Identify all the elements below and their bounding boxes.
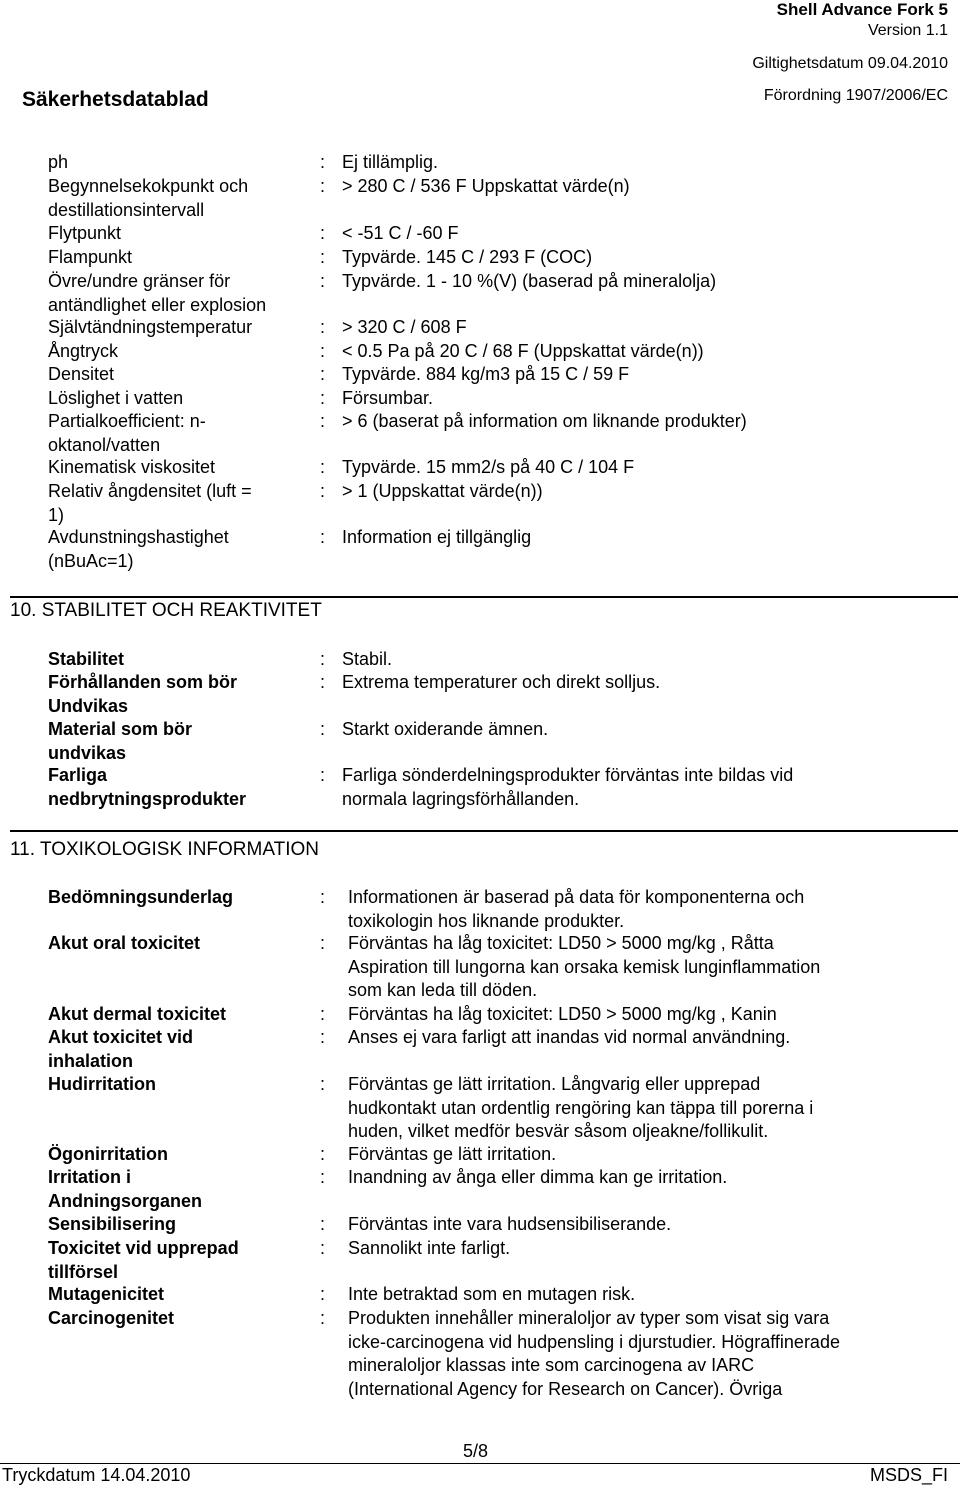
row-label — [48, 222, 121, 246]
label-line: destillationsintervall — [48, 199, 205, 220]
row-value — [342, 410, 747, 434]
row-label — [48, 671, 237, 718]
row-value — [342, 671, 660, 695]
row-label — [48, 1166, 202, 1213]
value-line: Förväntas ge lätt irritation. Långvarig eller upprepad — [348, 1074, 761, 1094]
separator: : — [320, 152, 326, 172]
separator: : — [320, 933, 326, 953]
separator: : — [320, 527, 326, 547]
row-label — [48, 387, 183, 411]
doc-title: Säkerhetsdatablad — [22, 88, 209, 111]
product-name: Shell Advance Fork 5 — [776, 0, 948, 19]
row-label — [48, 1213, 176, 1237]
value-line: huden, vilket medför besvär såsom oljeakne/follikulit. — [348, 1121, 769, 1141]
label-line: Avdunstningshastighet — [48, 527, 229, 547]
footer-rule — [0, 1463, 960, 1464]
value-line: Ej tillämplig. — [342, 152, 439, 172]
row-value — [342, 151, 438, 175]
row-value — [348, 932, 820, 1003]
label-line: Toxicitet vid upprepad — [48, 1238, 239, 1258]
value-line: > 280 C / 536 F Uppskattat värde(n) — [342, 176, 630, 196]
separator: : — [320, 1238, 326, 1258]
section-10-rule — [10, 596, 958, 598]
row-value — [342, 764, 793, 811]
row-label — [48, 340, 118, 364]
label-line: Självtändningstemperatur — [48, 317, 253, 337]
separator: : — [320, 649, 326, 669]
separator: : — [320, 481, 326, 501]
row-value — [342, 246, 592, 270]
label-line: Undvikas — [48, 695, 129, 716]
value-line: Inandning av ånga eller dimma kan ge irritation. — [348, 1167, 728, 1187]
row-label — [48, 175, 248, 222]
label-line: Begynnelsekokpunkt och — [48, 176, 249, 196]
row-value — [348, 1283, 635, 1307]
label-line: Relativ ångdensitet (luft = — [48, 481, 252, 501]
label-line: Löslighet i vatten — [48, 388, 184, 408]
document-code: MSDS_FI — [869, 1465, 948, 1485]
value-line: icke-carcinogena vid hudpensling i djurstudier. Högraffinerade — [348, 1331, 840, 1352]
section-11-title: 11. TOXIKOLOGISK INFORMATION — [10, 839, 319, 860]
row-value — [348, 1026, 790, 1050]
label-line: Farliga — [48, 765, 108, 785]
row-value — [348, 1166, 727, 1190]
label-line: Carcinogenitet — [48, 1308, 175, 1328]
row-value — [342, 222, 459, 246]
validity-date: Giltighetsdatum 09.04.2010 — [752, 55, 948, 72]
row-value — [342, 340, 704, 364]
row-label — [48, 1003, 226, 1027]
separator: : — [320, 457, 326, 477]
value-line: (International Agency for Research on Cancer). Övriga — [348, 1378, 783, 1399]
print-date: Tryckdatum 14.04.2010 — [2, 1465, 191, 1485]
row-value — [348, 1143, 556, 1167]
label-line: Flampunkt — [48, 247, 133, 267]
value-line: Försumbar. — [342, 388, 434, 408]
separator: : — [320, 341, 326, 361]
row-label — [48, 1307, 174, 1331]
row-label — [48, 932, 200, 956]
separator: : — [320, 271, 326, 291]
value-line: Förväntas ha låg toxicitet: LD50 > 5000 mg/kg , Kanin — [348, 1004, 777, 1024]
row-label — [48, 886, 233, 910]
value-line: < -51 C / -60 F — [342, 223, 459, 243]
separator: : — [320, 1284, 326, 1304]
separator: : — [320, 1004, 326, 1024]
value-line: hudkontakt utan ordentlig rengöring kan täppa till porerna i — [348, 1097, 814, 1118]
row-value — [342, 270, 716, 294]
value-line: Stabil. — [342, 649, 393, 669]
row-value — [348, 1003, 777, 1027]
row-label — [48, 1073, 156, 1097]
separator: : — [320, 1074, 326, 1094]
label-line: Partialkoefficient: n- — [48, 411, 206, 431]
separator: : — [320, 1167, 326, 1187]
value-line: normala lagringsförhållanden. — [342, 788, 580, 809]
regulation-label: Förordning 1907/2006/EC — [763, 87, 948, 104]
label-line: Mutagenicitet — [48, 1284, 165, 1304]
section-11-rule — [10, 830, 958, 832]
row-value — [342, 718, 548, 742]
label-line: Akut oral toxicitet — [48, 933, 201, 953]
value-line: Typvärde. 15 mm2/s på 40 C / 104 F — [342, 457, 635, 477]
label-line: Ångtryck — [48, 341, 119, 361]
label-line: Akut toxicitet vid — [48, 1027, 194, 1047]
value-line: > 1 (Uppskattat värde(n)) — [342, 481, 543, 501]
separator: : — [320, 388, 326, 408]
row-label — [48, 1283, 164, 1307]
value-line: Typvärde. 145 C / 293 F (COC) — [342, 247, 593, 267]
value-line: mineraloljor klassas inte som carcinogena av IARC — [348, 1355, 755, 1375]
row-value — [348, 1307, 840, 1401]
separator: : — [320, 719, 326, 739]
row-value — [342, 363, 629, 387]
value-line: > 320 C / 608 F — [342, 317, 467, 337]
row-label — [48, 718, 192, 765]
row-label — [48, 1026, 193, 1073]
page-number: 5/8 — [463, 1441, 489, 1461]
separator: : — [320, 411, 326, 431]
value-line: Inte betraktad som en mutagen risk. — [348, 1284, 636, 1304]
label-line: Bedömningsunderlag — [48, 887, 234, 907]
label-line: undvikas — [48, 742, 127, 763]
value-line: som kan leda till döden. — [348, 980, 538, 1000]
separator: : — [320, 176, 326, 196]
label-line: Sensibilisering — [48, 1214, 177, 1234]
row-label — [48, 316, 252, 340]
separator: : — [320, 1308, 326, 1328]
separator: : — [320, 247, 326, 267]
label-line: Ögonirritation — [48, 1144, 168, 1164]
value-line: Informationen är baserad på data för komponenterna och — [348, 887, 805, 907]
value-line: Starkt oxiderande ämnen. — [342, 719, 549, 739]
label-line: Flytpunkt — [48, 223, 122, 243]
label-line: ph — [48, 152, 69, 172]
section-10-title: 10. STABILITET OCH REAKTIVITET — [10, 600, 322, 621]
row-value — [342, 526, 531, 550]
separator: : — [320, 1027, 326, 1047]
separator: : — [320, 1214, 326, 1234]
label-line: oktanol/vatten — [48, 434, 161, 455]
label-line: Förhållanden som bör — [48, 672, 238, 692]
separator: : — [320, 1144, 326, 1164]
row-label — [48, 410, 206, 457]
value-line: Sannolikt inte farligt. — [348, 1238, 511, 1258]
label-line: Hudirritation — [48, 1074, 156, 1094]
label-line: tillförsel — [48, 1261, 119, 1282]
row-label — [48, 526, 229, 573]
value-line: Anses ej vara farligt att inandas vid normal användning. — [348, 1027, 791, 1047]
value-line: Förväntas ha låg toxicitet: LD50 > 5000 mg/kg , Råtta — [348, 933, 774, 953]
separator: : — [320, 364, 326, 384]
row-label — [48, 1237, 239, 1284]
row-value — [348, 886, 804, 933]
value-line: Information ej tillgänglig — [342, 527, 532, 547]
row-label — [48, 270, 266, 317]
row-label — [48, 363, 114, 387]
label-line: nedbrytningsprodukter — [48, 788, 247, 809]
row-value — [342, 316, 467, 340]
row-value — [342, 175, 630, 199]
separator: : — [320, 223, 326, 243]
value-line: Typvärde. 884 kg/m3 på 15 C / 59 F — [342, 364, 630, 384]
value-line: Förväntas ge lätt irritation. — [348, 1144, 557, 1164]
separator: : — [320, 765, 326, 785]
label-line: Övre/undre gränser för — [48, 271, 231, 291]
value-line: > 6 (baserat på information om liknande produkter) — [342, 411, 747, 431]
row-value — [348, 1237, 510, 1261]
label-line: Densitet — [48, 364, 115, 384]
row-value — [342, 648, 392, 672]
separator: : — [320, 887, 326, 907]
label-line: inhalation — [48, 1050, 133, 1071]
value-line: < 0.5 Pa på 20 C / 68 F (Uppskattat värde(n)) — [342, 341, 704, 361]
row-label — [48, 456, 215, 480]
label-line: Kinematisk viskositet — [48, 457, 216, 477]
value-line: Förväntas inte vara hudsensibiliserande. — [348, 1214, 672, 1234]
label-line: Andningsorganen — [48, 1190, 202, 1211]
label-line: Stabilitet — [48, 649, 125, 669]
label-line: antändlighet eller explosion — [48, 294, 267, 315]
row-label — [48, 1143, 168, 1167]
row-label — [48, 151, 68, 175]
version-label: Version 1.1 — [867, 22, 948, 39]
label-line: (nBuAc=1) — [48, 550, 134, 571]
value-line: Produkten innehåller mineraloljor av typer som visat sig vara — [348, 1308, 830, 1328]
value-line: Extrema temperaturer och direkt solljus. — [342, 672, 661, 692]
row-label — [48, 246, 132, 270]
separator: : — [320, 672, 326, 692]
row-label — [48, 480, 252, 527]
row-value — [342, 456, 634, 480]
row-label — [48, 764, 246, 811]
row-value — [342, 480, 543, 504]
value-line: Typvärde. 1 - 10 %(V) (baserad på mineralolja) — [342, 271, 717, 291]
row-value — [348, 1213, 671, 1237]
row-value — [342, 387, 433, 411]
label-line: 1) — [48, 504, 65, 525]
label-line: Material som bör — [48, 719, 193, 739]
value-line: Farliga sönderdelningsprodukter förväntas inte bildas vid — [342, 765, 794, 785]
value-line: Aspiration till lungorna kan orsaka kemisk lunginflammation — [348, 956, 821, 977]
value-line: toxikologin hos liknande produkter. — [348, 910, 625, 931]
separator: : — [320, 317, 326, 337]
row-label — [48, 648, 124, 672]
row-value — [348, 1073, 813, 1144]
label-line: Irritation i — [48, 1167, 132, 1187]
label-line: Akut dermal toxicitet — [48, 1004, 227, 1024]
